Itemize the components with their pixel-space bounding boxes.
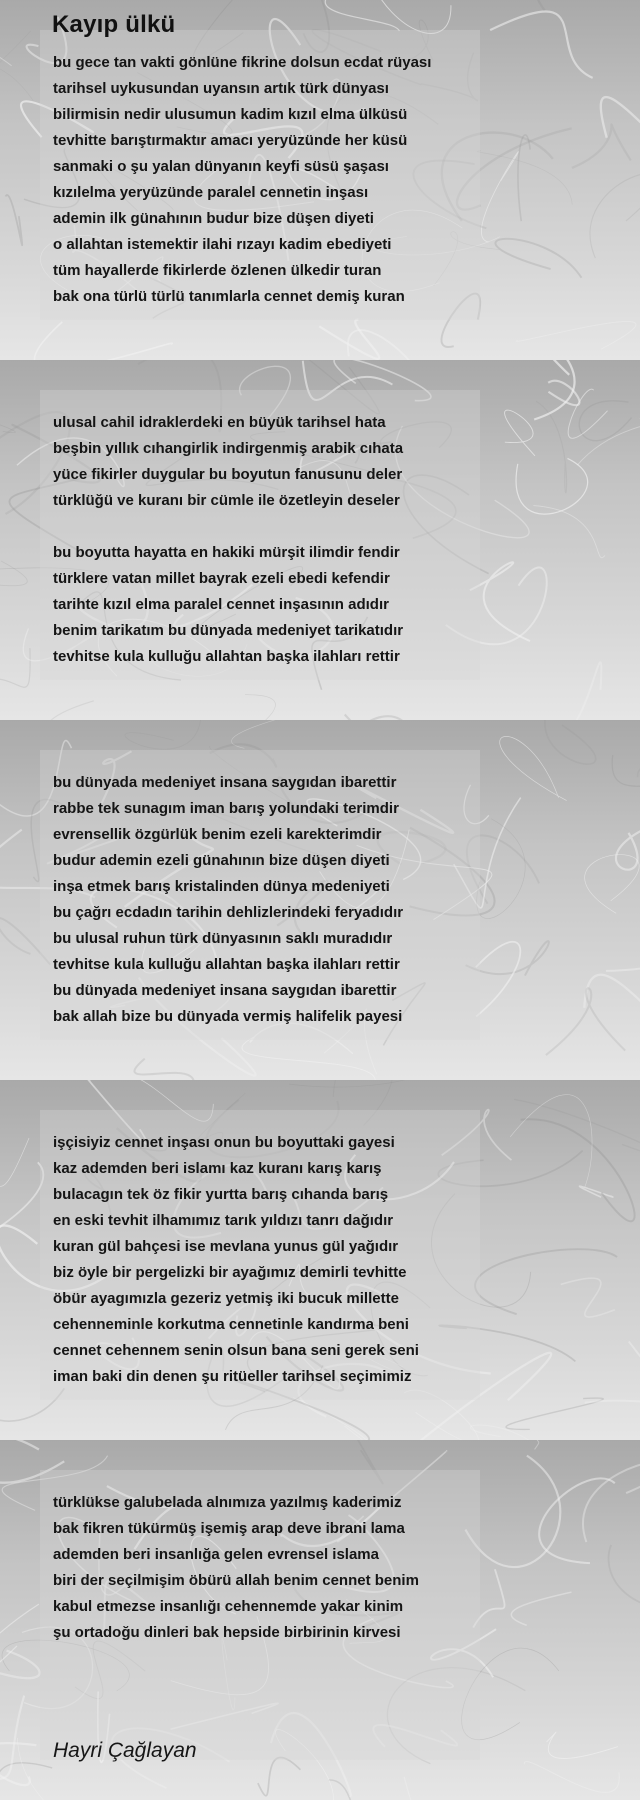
poem-line: sanmaki o şu yalan dünyanın keyfi süsü şaşası [53,158,389,175]
stanza-3 [53,770,403,1030]
stanza-4 [53,1130,419,1390]
poem-line: en eski tevhit ilhamımız tarık yıldızı tanrı dağıdır [53,1212,394,1229]
poem-line: evrensellik özgürlük benim ezeli karekterimdir [53,826,382,843]
poem-line: kabul etmezse insanlığı cehennemde yakar kinim [53,1598,404,1615]
poem-line: kızılelma yeryüzünde paralel cennetin inşası [53,184,369,201]
poem-author: Hayri Çağlayan [53,1739,197,1762]
poem-line: cennet cehennem senin olsun bana seni gerek seni [53,1342,419,1359]
poem-line: bak fikren tükürmüş işemiş arap deve ibrani lama [53,1520,405,1537]
poem-line: kuran gül bahçesi ise mevlana yunus gül yağıdır [53,1238,399,1255]
poem-line: bu ulusal ruhun türk dünyasının saklı muradıdır [53,930,393,947]
poem-line: bu gece tan vakti gönlüne fikrine dolsun ecdat rüyası [53,54,432,71]
stanza-gap [53,514,403,540]
poem-line: yüce fikirler duygular bu boyutun fanusunu deler [53,466,403,483]
poem-line: şu ortadoğu dinleri bak hepside birbirinin kirvesi [53,1624,401,1641]
poem-line: türklükse galubelada alnımıza yazılmış kaderimiz [53,1494,402,1511]
poem-line: bu dünyada medeniyet insana saygıdan ibarettir [53,774,397,791]
poem-line: tevhitte barıştırmaktır amacı yeryüzünde her küsü [53,132,408,149]
stanza-1 [53,50,431,310]
poem-line: beşbin yıllık cıhangirlik indirgenmiş arabik cıhata [53,440,404,457]
poem-line: tevhitse kula kulluğu allahtan başka ilahları rettir [53,648,400,665]
poem-line: rabbe tek sunagım iman barış yolundaki terimdir [53,800,399,817]
poem-line: biri der seçilmişim öbürü allah benim cennet benim [53,1572,419,1589]
poem-line: bilirmisin nedir ulusumun kadim kızıl elma ülküsü [53,106,408,123]
stanza-2 [53,410,403,670]
poem-line: inşa etmek barış kristalinden dünya medeniyeti [53,878,390,895]
poem-line: iman baki din denen şu ritüeller tarihsel seçimimiz [53,1368,412,1385]
poem-line: ademden beri insanlığa gelen evrensel islama [53,1546,379,1563]
poem-line: bu boyutta hayatta en hakiki mürşit ilimdir fendir [53,544,400,561]
poem-line: budur ademin ezeli günahının bize düşen diyeti [53,852,390,869]
poem-line: bak ona türlü türlü tanımlarla cennet demiş kuran [53,288,405,305]
stanza-5 [53,1490,419,1646]
poem-line: bulacagın tek öz fikir yurtta barış cıhanda barış [53,1186,389,1203]
poem-line: türklüğü ve kuranı bir cümle ile özetleyin deseler [53,492,400,509]
poem-line: öbür ayagımızla gezeriz yetmiş iki bucuk millette [53,1290,399,1307]
poem-line: işçisiyiz cennet inşası onun bu boyuttaki gayesi [53,1134,395,1151]
poem-line: ulusal cahil idraklerdeki en büyük tarihsel hata [53,414,386,431]
poem-line: kaz ademden beri islamı kaz kuranı karış karış [53,1160,382,1177]
poem-line: tüm hayallerde fikirlerde özlenen ülkedir turan [53,262,382,279]
poem-line: o allahtan istemektir ilahi rızayı kadim ebediyeti [53,236,392,253]
poem-line: tarihsel uykusundan uyansın artık türk dünyası [53,80,389,97]
poem-line: cehenneminle korkutma cennetinle kandırma beni [53,1316,409,1333]
poem-line: ademin ilk günahının budur bize düşen diyeti [53,210,374,227]
poem-line: bu dünyada medeniyet insana saygıdan ibarettir [53,982,397,999]
poem-line: benim tarikatım bu dünyada medeniyet tarikatıdır [53,622,404,639]
poem-line: tarihte kızıl elma paralel cennet inşasının adıdır [53,596,389,613]
poem-line: biz öyle bir pergelizki bir ayağımız demirli tevhitte [53,1264,407,1281]
poem-line: bak allah bize bu dünyada vermiş halifelik payesi [53,1008,403,1025]
poem-title: Kayıp ülkü [52,11,176,38]
poem-line: türklere vatan millet bayrak ezeli ebedi kefendir [53,570,390,587]
poem-line: bu çağrı ecdadın tarihin dehlizlerindeki feryadıdır [53,904,404,921]
poem-line: tevhitse kula kulluğu allahtan başka ilahları rettir [53,956,400,973]
